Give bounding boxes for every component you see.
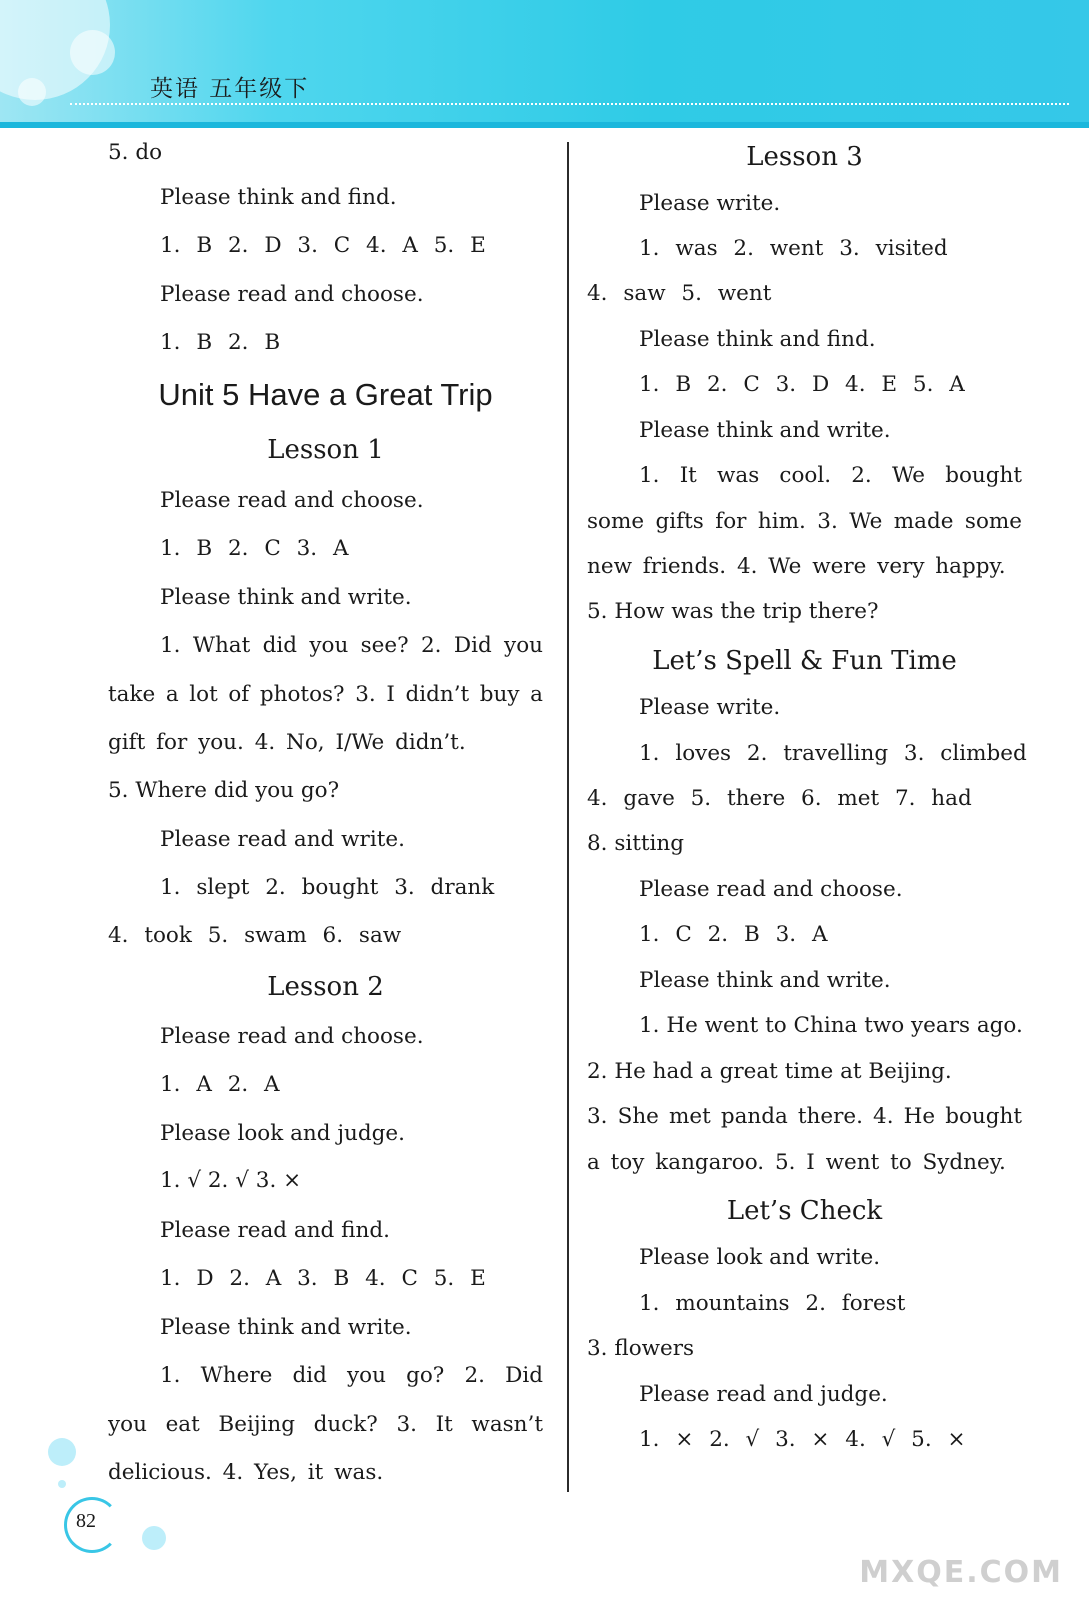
answer-line: 1. loves 2. travelling 3. climbed: [639, 741, 1027, 766]
section-instruction: Please read and write.: [160, 827, 405, 852]
lesson-heading: Lesson 1: [267, 435, 384, 465]
answer-line: 1. B 2. D 3. C 4. A 5. E: [160, 233, 486, 258]
answer-line: delicious. 4. Yes, it was.: [108, 1460, 384, 1485]
answer-line: 3. flowers: [587, 1336, 695, 1361]
section-instruction: Please read and choose.: [160, 282, 424, 307]
answer-line: 1. × 2. √ 3. × 4. √ 5. ×: [639, 1427, 966, 1452]
header-dotted-rule: [70, 103, 1069, 105]
answer-line: 4. gave 5. there 6. met 7. had: [587, 786, 972, 811]
answer-line: 1. He went to China two years ago.: [639, 1013, 1023, 1038]
answer-line: 1. mountains 2. forest: [639, 1291, 906, 1316]
decor-dot-icon: [58, 1480, 66, 1488]
section-instruction: Please write.: [639, 695, 781, 720]
section-instruction: Please think and write.: [160, 1315, 412, 1340]
decor-bubble-icon: [18, 78, 46, 106]
section-instruction: Please read and choose.: [160, 1024, 424, 1049]
lesson-heading: Lesson 2: [267, 972, 384, 1002]
section-instruction: Please write.: [639, 191, 781, 216]
section-instruction: Please think and write.: [639, 968, 891, 993]
page-header-banner: [0, 0, 1089, 128]
header-base-stripe: [0, 122, 1089, 128]
answer-line: 1. B 2. C 3. D 4. E 5. A: [639, 372, 965, 397]
column-divider: [567, 142, 569, 1492]
answer-line: 5. How was the trip there?: [587, 599, 879, 624]
header-title: 英语 五年级下: [150, 76, 310, 102]
answer-line: take a lot of photos? 3. I didn’t buy a: [108, 682, 543, 707]
answer-line: 1. D 2. A 3. B 4. C 5. E: [160, 1266, 486, 1291]
answer-line: new friends. 4. We were very happy.: [587, 554, 1006, 579]
section-instruction: Please think and write.: [639, 418, 891, 443]
section-instruction: Please think and find.: [639, 327, 876, 352]
unit-title: Unit 5 Have a Great Trip: [158, 377, 493, 412]
answer-line: 1. B 2. B: [160, 330, 281, 355]
section-instruction: Please read and judge.: [639, 1382, 888, 1407]
section-instruction: Please read and choose.: [160, 488, 424, 513]
section-instruction: Please look and judge.: [160, 1121, 405, 1146]
answer-line: 3. She met panda there. 4. He bought: [587, 1104, 1022, 1129]
section-instruction: Please think and find.: [160, 185, 397, 210]
answer-line: 1. B 2. C 3. A: [160, 536, 349, 561]
answer-line: 1. It was cool. 2. We bought: [639, 463, 1022, 488]
answer-line: 4. took 5. swam 6. saw: [108, 923, 402, 948]
answer-line: 2. He had a great time at Beijing.: [587, 1059, 952, 1084]
answer-line: 5. Where did you go?: [108, 778, 340, 803]
answer-line: 1. slept 2. bought 3. drank: [160, 875, 495, 900]
watermark: MXQE.COM: [859, 1555, 1063, 1590]
answer-line: 1. √ 2. √ 3. ×: [160, 1168, 302, 1193]
lesson-heading: Lesson 3: [746, 142, 863, 172]
answer-line: you eat Beijing duck? 3. It wasn’t: [108, 1412, 543, 1437]
section-instruction: Please look and write.: [639, 1245, 881, 1270]
answer-line: 1. was 2. went 3. visited: [639, 236, 948, 261]
answer-line: 1. Where did you go? 2. Did: [160, 1363, 543, 1388]
answer-line: gift for you. 4. No, I/We didn’t.: [108, 730, 466, 755]
section-instruction: Please read and choose.: [639, 877, 903, 902]
decor-dot-icon: [142, 1526, 166, 1550]
decor-bubble-icon: [70, 30, 115, 75]
answer-line: 1. A 2. A: [160, 1072, 280, 1097]
answer-line: 1. C 2. B 3. A: [639, 922, 828, 947]
answer-line: 8. sitting: [587, 831, 685, 856]
lesson-heading: Let’s Check: [726, 1196, 883, 1226]
answer-line: 4. saw 5. went: [587, 281, 772, 306]
section-instruction: Please read and find.: [160, 1218, 390, 1243]
section-instruction: Please think and write.: [160, 585, 412, 610]
decor-dot-icon: [48, 1438, 76, 1466]
answer-line: a toy kangaroo. 5. I went to Sydney.: [587, 1150, 1006, 1175]
lesson-heading: Let’s Spell & Fun Time: [652, 646, 957, 676]
page-number: 82: [76, 1510, 96, 1532]
answer-line: 1. What did you see? 2. Did you: [160, 633, 543, 658]
answer-line: some gifts for him. 3. We made some: [587, 509, 1022, 534]
answer-line: 5. do: [108, 140, 163, 165]
